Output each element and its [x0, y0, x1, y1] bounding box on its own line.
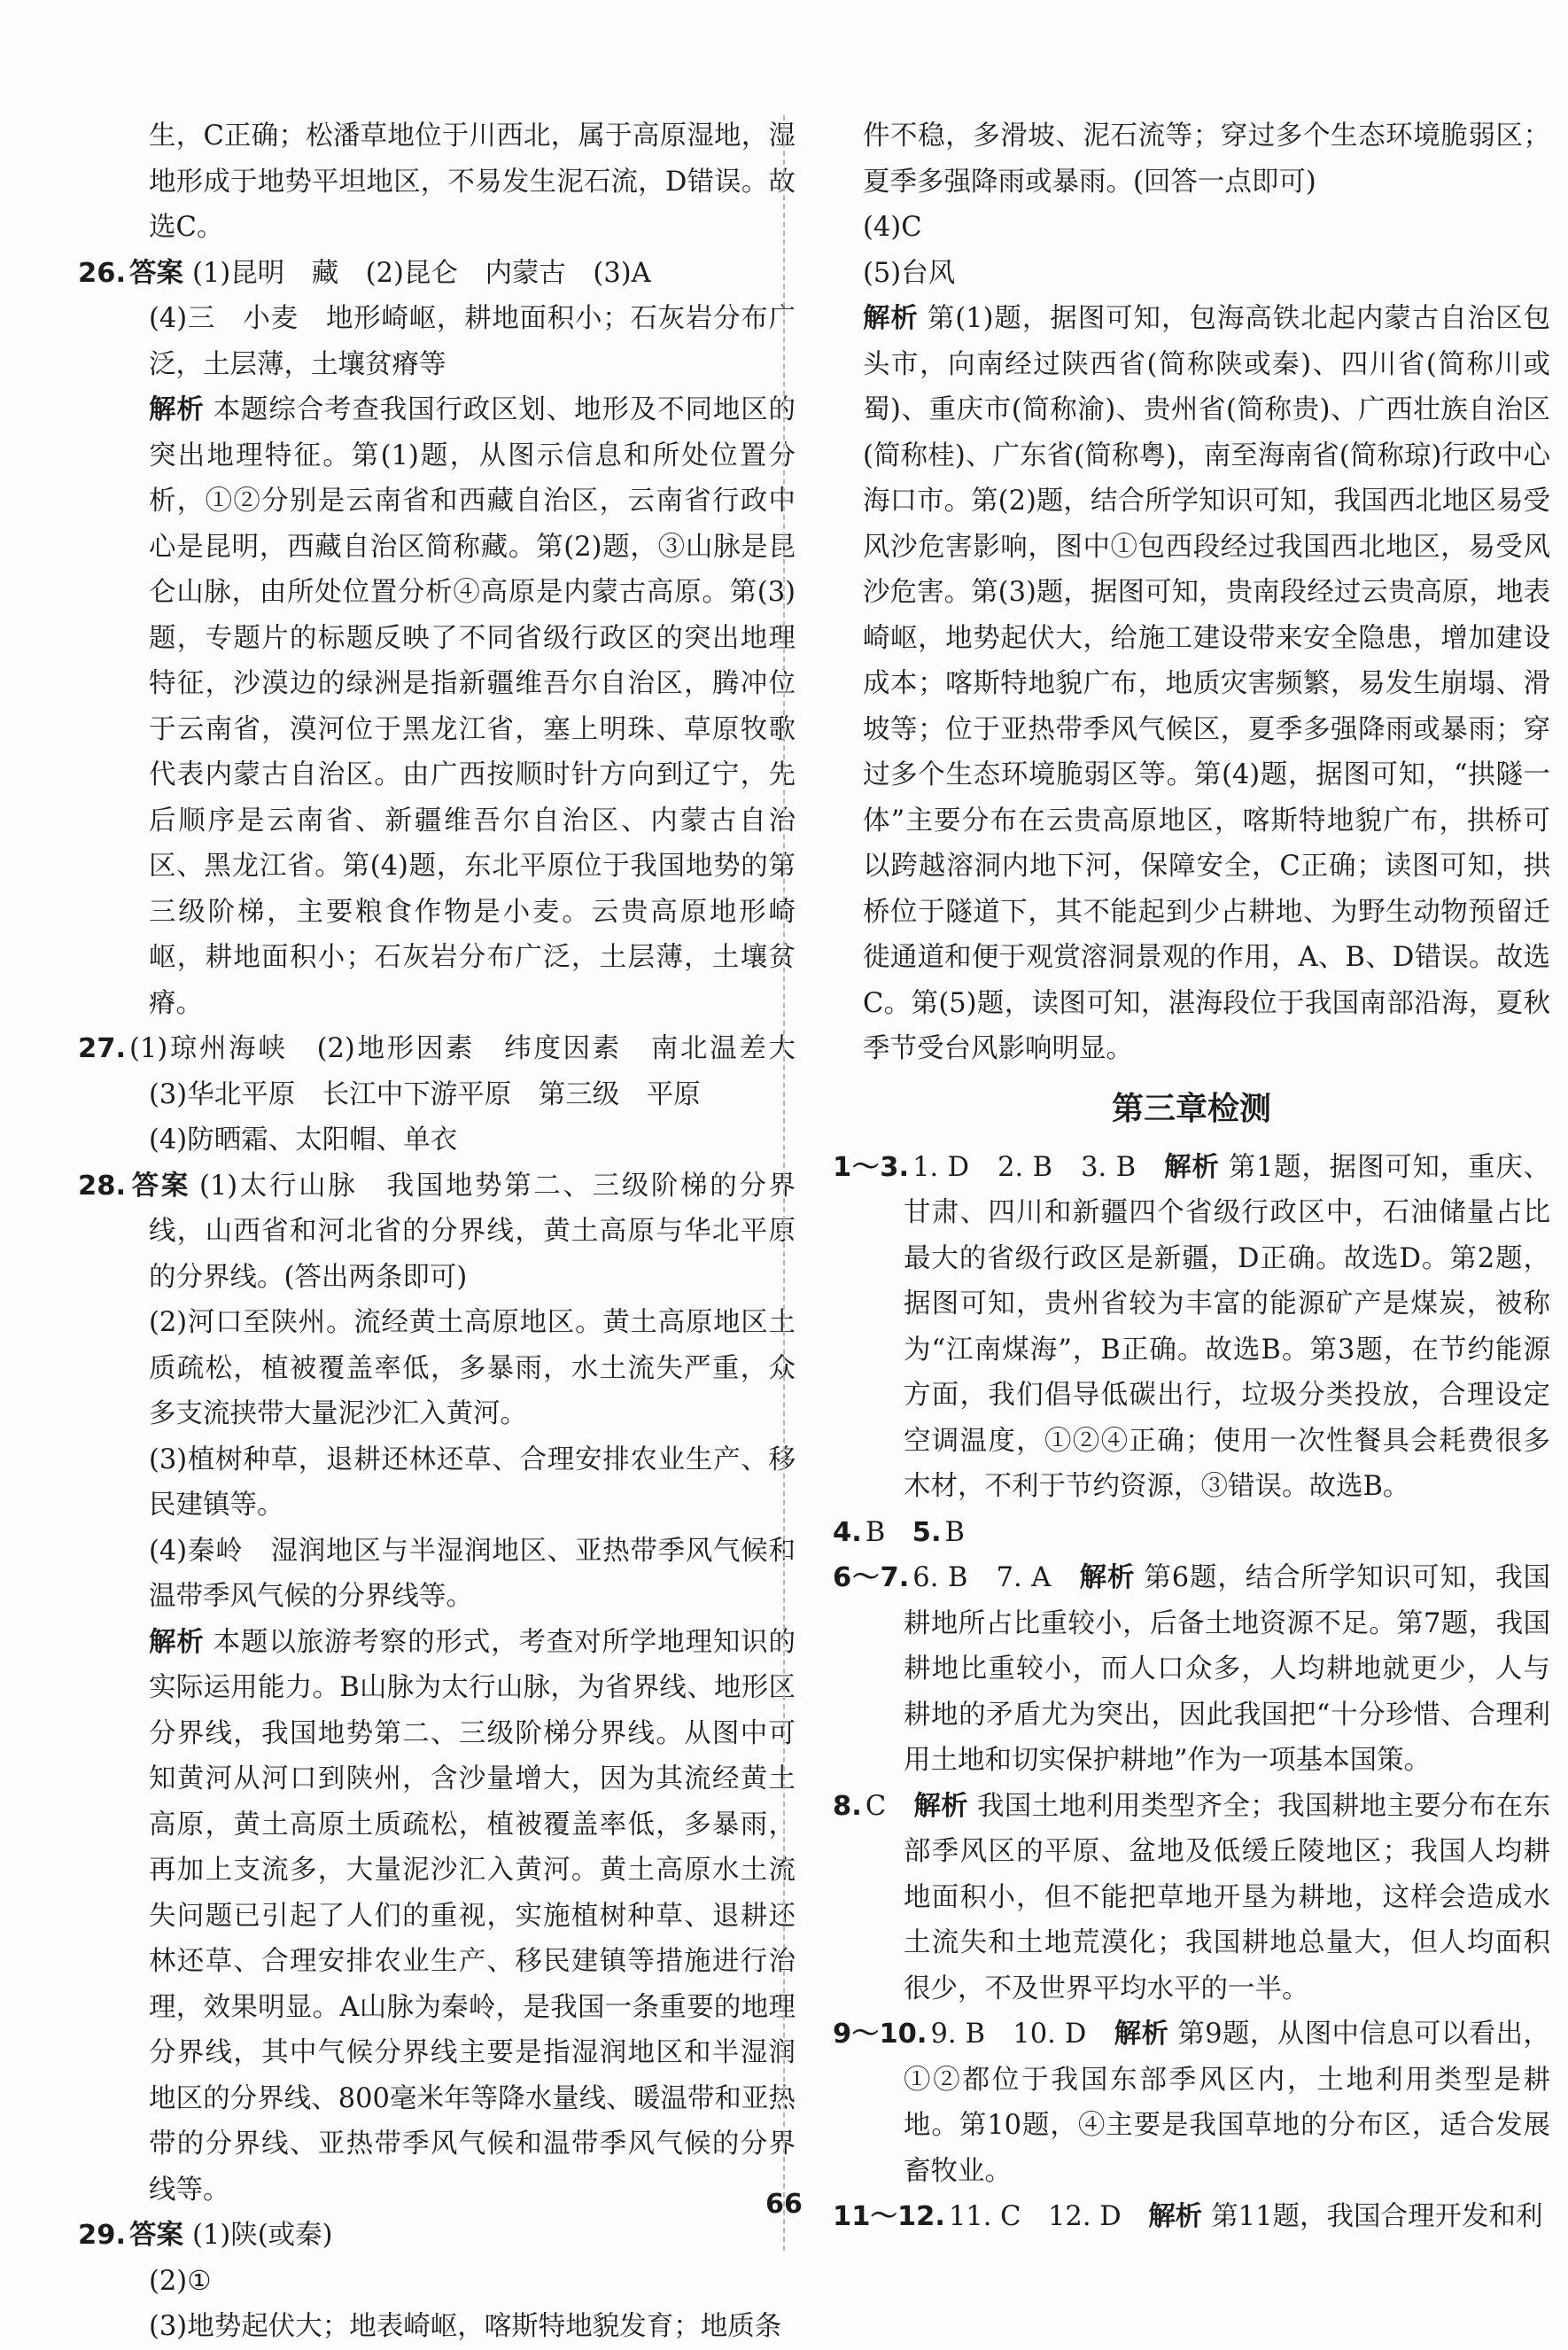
question-1-3: [833, 1145, 1550, 1510]
question-number: 6～7.: [833, 1562, 910, 1593]
answer-label: 答案: [129, 257, 184, 289]
page-number: 66: [765, 2189, 803, 2220]
question-number: 8.: [833, 1790, 862, 1822]
analysis-text: 本题综合考查我国行政区划、地形及不同地区的突出地理特征。第(1)题，从图示信息和所处位置分析，①②分别是云南省和西藏自治区，云南省行政中心是昆明，西藏自治区简称藏。第(2)题，③山脉是昆仑山脉，由所处位置分析④高原是内蒙古高原。第(3)题，专题片的标题反映了不同省级行政区的突出地理特征，沙漠边的绿洲是指新疆维吾尔自治区，腾冲位于云南省，漠河位于黑龙江省，塞上明珠、草原牧歌代表内蒙古自治区。由广西按顺时针方向到辽宁，先后顺序是云南省、新疆维吾尔自治区、内蒙古自治区、黑龙江省。第(4)题，东北平原位于我国地势的第三级阶梯，主要粮食作物是小麦。云贵高原地形崎岖，耕地面积小；石灰岩分布广泛，土层薄，土壤贫瘠。: [149, 394, 796, 1019]
answer-text: (4)三 小麦 地形崎岖，耕地面积小；石灰岩分布广泛，土层薄，土壤贫瘠等: [149, 303, 796, 380]
left-column: [78, 113, 823, 2350]
analysis-text: 第1题，据图可知，重庆、甘肃、四川和新疆四个省级行政区中，石油储量占比最大的省级行政区是新疆，D正确。故选D。第2题，据图可知，贵州省较为丰富的能源矿产是煤炭，被称为“江南煤海”，B正确。故选B。第3题，在节约能源方面，我们倡导低碳出行，垃圾分类投放，合理设定空调温度，①②④正确；使用一次性餐具会耗费很多木材，不利于节约资源，③错误。故选B。: [904, 1151, 1551, 1502]
analysis-text: 第(1)题，据图可知，包海高铁北起内蒙古自治区包头市，向南经过陕西省(简称陕或秦)、四川省(简称川或蜀)、重庆市(简称渝)、贵州省(简称贵)、广西壮族自治区(简称桂)、广东省(简称粤)，南至海南省(简称琼)行政中心海口市。第(2)题，结合所学知识可知，我国西北地区易受风沙危害影响，图中①包西段经过我国西北地区，易受风沙危害。第(3)题，据图可知，贵南段经过云贵高原，地表崎岖，地势起伏大，给施工建设带来安全隐患，增加建设成本；喀斯特地貌广布，地质灾害频繁，易发生崩塌、滑坡等；位于亚热带季风气候区，夏季多强降雨或暴雨；穿过多个生态环境脆弱区等。第(4)题，据图可知，“拱隧一体”主要分布在云贵高原地区，喀斯特地貌广布，拱桥可以跨越溶洞内地下河，保障安全，C正确；读图可知，拱桥位于隧道下，其不能起到少占耕地、为野生动物预留迁徙通道和便于观赏溶洞景观的作用，A、B、D错误。故选C。第(5)题，读图可知，湛海段位于我国南部沿海，夏秋季节受台风影响明显。: [863, 303, 1551, 1064]
analysis-text: 我国土地利用类型齐全；我国耕地主要分布在东部季风区的平原、盆地及低缓丘陵地区；我国人均耕地面积小，但不能把草地开垦为耕地，这样会造成水土流失和土地荒漠化；我国耕地总量大，但人均面积很少，不及世界平均水平的一半。: [904, 1790, 1551, 2004]
answer-text: 11. C 12. D: [948, 2201, 1122, 2232]
column-divider: [783, 115, 785, 2251]
answer-text: (1)陕(或秦): [192, 2220, 333, 2251]
analysis-label: 解析: [149, 394, 205, 425]
answer-text: (3)植树种草，退耕还林还草、合理安排农业生产、移民建镇等。: [149, 1443, 796, 1521]
analysis-text: 第9题，从图中信息可以看出，①②都位于我国东部季风区内，土地利用类型是耕地。第10题，④主要是我国草地的分布区，适合发展畜牧业。: [904, 2019, 1551, 2187]
answer-text: C: [865, 1790, 887, 1822]
analysis-text: 第11题，我国合理开发和利: [1211, 2201, 1543, 2232]
answer-text: (5)台风: [863, 257, 956, 289]
answer-text: (1)琼州海峡 (2)地形因素 纬度因素 南北温差大 (3)华北平原 长江中下游平原 第三级 平原: [129, 1033, 823, 1110]
question-number: 5.: [912, 1516, 942, 1548]
answer-text: 件不稳，多滑坡、泥石流等；穿过多个生态环境脆弱区；夏季多强降雨或暴雨。(回答一点即可): [863, 121, 1550, 198]
answer-text: (4)C: [863, 212, 922, 243]
analysis-label: 解析: [149, 1626, 205, 1658]
question-8: [833, 1784, 1550, 2012]
right-column: [833, 113, 1550, 2240]
question-number: 26.: [78, 257, 127, 289]
question-28: [78, 1163, 796, 2214]
answer-text: (2)①: [149, 2265, 212, 2297]
question-26: [78, 251, 796, 1027]
question-number: 1～3.: [833, 1151, 910, 1183]
question-number: 9～10.: [833, 2019, 928, 2050]
answer-text: 6. B 7. A: [912, 1562, 1052, 1593]
answer-text: (1)太行山脉 我国地势第二、三级阶梯的分界线，山西省和河北省的分界线，黄土高原与华北平原的分界线。(答出两条即可): [149, 1170, 796, 1293]
q25-answer-tail: 生，C正确；松潘草地位于川西北，属于高原湿地，湿地形成于地势平坦地区，不易发生泥石流，D错误。故选C。: [149, 121, 796, 243]
answer-text: (4)秦岭 湿润地区与半湿润地区、亚热带季风气候和温带季风气候的分界线等。: [149, 1535, 796, 1612]
answer-text: B: [865, 1516, 912, 1548]
chapter-title: 第三章检测: [1111, 1090, 1271, 1127]
question-29: [78, 2213, 796, 2350]
answer-text: (2)河口至陕州。流经黄土高原地区。黄土高原地区土质疏松，植被覆盖率低，多暴雨，水土流失严重，众多支流挟带大量泥沙汇入黄河。: [149, 1307, 796, 1429]
question-6-7: [833, 1555, 1550, 1784]
answer-text: B: [944, 1516, 965, 1548]
question-27: [78, 1026, 823, 1163]
question-number: 11～12.: [833, 2201, 945, 2232]
analysis-label: 解析: [1148, 2201, 1203, 2232]
analysis-label: 解析: [863, 303, 919, 334]
answer-text: (4)防晒霜、太阳帽、单衣: [149, 1124, 458, 1156]
answer-text: 1. D 2. B 3. B: [912, 1151, 1137, 1183]
analysis-label: 解析: [913, 1790, 968, 1822]
answer-text: 9. B 10. D: [930, 2019, 1087, 2050]
question-number: 27.: [78, 1033, 127, 1064]
question-number: 28.: [78, 1170, 127, 1202]
answer-text: (3)地势起伏大；地表崎岖，喀斯特地貌发育；地质条: [149, 2311, 782, 2342]
analysis-label: 解析: [1164, 1151, 1220, 1183]
question-9-10: [833, 2012, 1550, 2194]
answer-label: 答案: [129, 2220, 184, 2251]
analysis-text: 第6题，结合所学知识可知，我国耕地所占比重较小，后备土地资源不足。第7题，我国耕地比重较小，而人口众多，人均耕地就更少，人与耕地的矛盾尤为突出，因此我国把“十分珍惜、合理利用土地和切实保护耕地”作为一项基本国策。: [904, 1562, 1551, 1776]
answer-text: (1)昆明 藏 (2)昆仑 内蒙古 (3)A: [192, 257, 651, 289]
question-4-5: [833, 1510, 1550, 1556]
analysis-label: 解析: [1114, 2019, 1169, 2050]
answer-label: 答案: [129, 1170, 190, 1202]
analysis-text: 本题以旅游考察的形式，考查对所学地理知识的实际运用能力。B山脉为太行山脉，为省界线、地形区分界线，我国地势第二、三级阶梯分界线。从图中可知黄河从河口到陕州，含沙量增大，因为其流经黄土高原，黄土高原土质疏松，植被覆盖率低，多暴雨，再加上支流多，大量泥沙汇入黄河。黄土高原水土流失问题已引起了人们的重视，实施植树种草、退耕还林还草、合理安排农业生产、移民建镇等措施进行治理，效果明显。A山脉为秦岭，是我国一条重要的地理分界线，其中气候分界线主要是指湿润地区和半湿润地区的分界线、800毫米年等降水量线、暖温带和亚热带的分界线、亚热带季风气候和温带季风气候的分界线等。: [149, 1626, 796, 2206]
question-number: 29.: [78, 2220, 127, 2251]
analysis-label: 解析: [1079, 1562, 1136, 1593]
question-number: 4.: [833, 1516, 862, 1548]
